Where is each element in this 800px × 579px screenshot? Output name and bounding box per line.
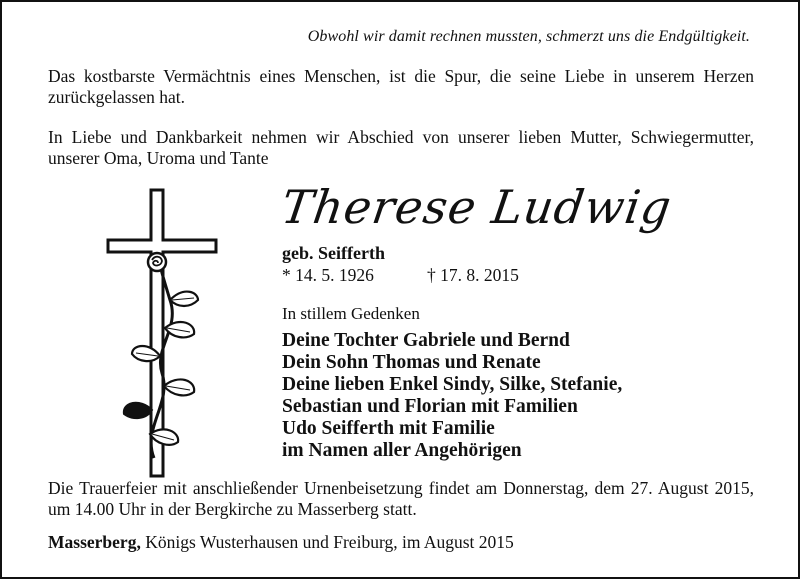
- place-date-line: [48, 532, 514, 553]
- place-name: Masserberg,: [48, 532, 141, 552]
- mourner-line: im Namen aller Angehörigen: [282, 440, 522, 461]
- mourner-line: Deine lieben Enkel Sindy, Silke, Stefanie,: [282, 374, 623, 395]
- mourner-line: Sebastian und Florian mit Familien: [282, 396, 578, 417]
- intro-paragraph: Das kostbarste Vermächtnis eines Menschen, ist die Spur, die seine Liebe in unserem Herzen zurückgelassen hat.: [48, 66, 754, 107]
- mourner-line: Deine Tochter Gabriele und Bernd: [282, 330, 570, 351]
- birth-date: * 14. 5. 1926: [282, 265, 374, 285]
- memory-line: In stillem Gedenken: [282, 304, 420, 323]
- motto-quote: Obwohl wir damit rechnen mussten, schmerzt uns die Endgültigkeit.: [307, 28, 750, 45]
- deceased-name: Therese Ludwig: [278, 180, 676, 234]
- mourner-line: Dein Sohn Thomas und Renate: [282, 352, 541, 373]
- mourners-list: [282, 330, 622, 462]
- place-rest: Königs Wusterhausen und Freiburg, im August 2015: [140, 532, 514, 552]
- cross-with-rose-icon: [102, 188, 222, 478]
- birth-name: geb. Seifferth: [282, 243, 385, 263]
- ceremony-paragraph: Die Trauerfeier mit anschließender Urnenbeisetzung findet am Donnerstag, dem 27. August 2015, um 14.00 Uhr in der Bergkirche zu Masserberg statt.: [48, 478, 754, 519]
- farewell-paragraph: In Liebe und Dankbarkeit nehmen wir Abschied von unserer lieben Mutter, Schwiegermutter, unserer Oma, Uroma und Tante: [48, 127, 754, 168]
- death-date: † 17. 8. 2015: [427, 265, 519, 285]
- mourner-line: Udo Seifferth mit Familie: [282, 418, 495, 439]
